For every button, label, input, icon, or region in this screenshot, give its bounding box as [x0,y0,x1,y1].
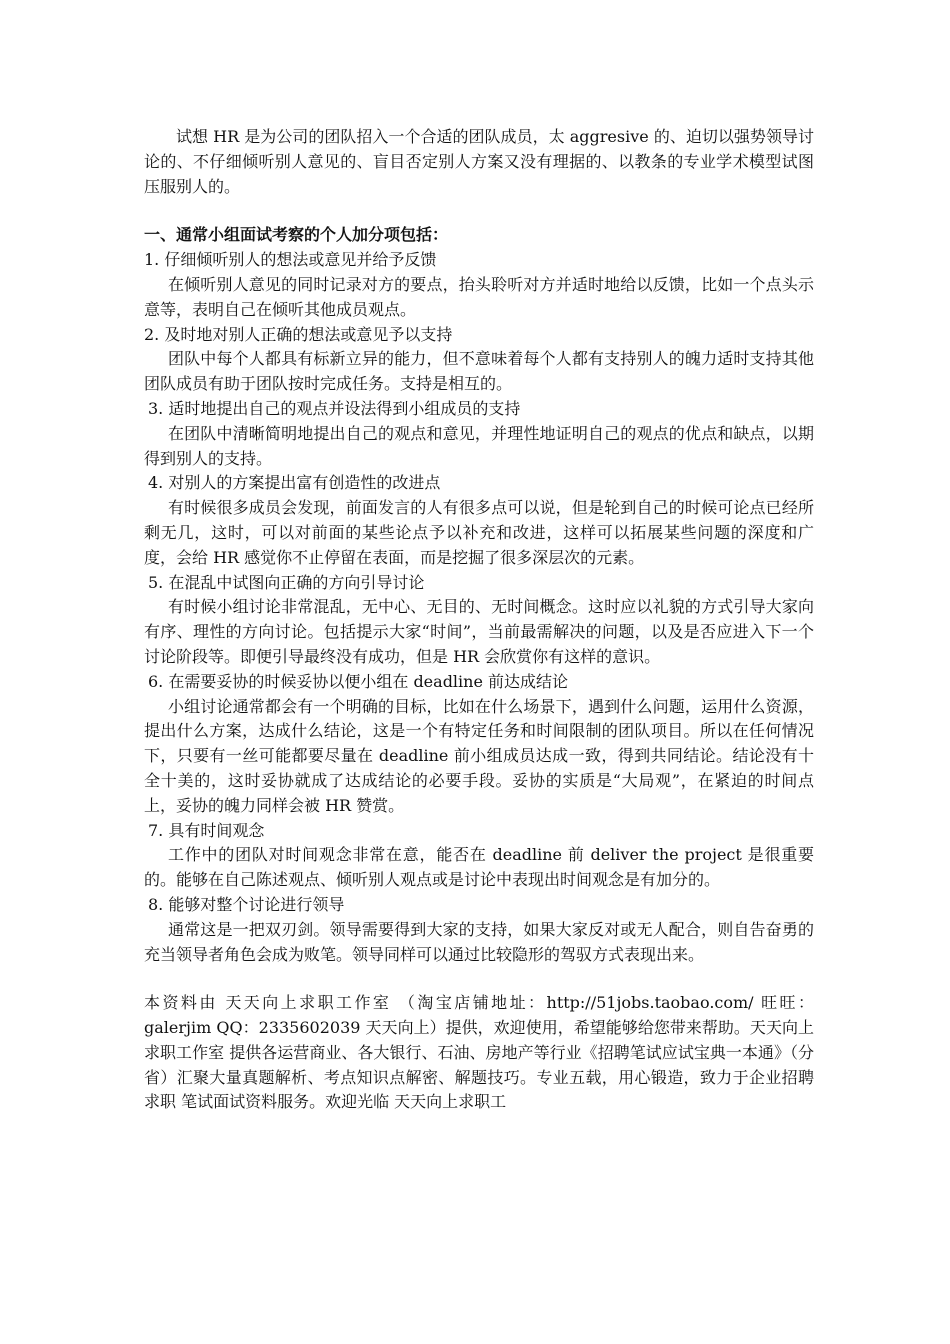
item-title-7: 7. 具有时间观念 [148,820,265,840]
section-heading: 一、通常小组面试考察的个人加分项包括： [144,225,449,245]
footer-paragraph: 本资料由 天天向上求职工作室 （淘宝店铺地址：http://51jobs.taobao.com/ 旺旺：galerjim QQ：2335602039 天天向上）提供，欢迎使用，希望能够给您带来帮助。天天向上求职工作室 提供各运营商业、各大银行、石油、房地产等行业《招聘笔试应试宝典一本通》（分省）汇聚大量真题解析、考点知识点解密、解题技巧。专业五载，用心锻造，致力于企业招聘求职 笔试面试资料服务。欢迎光临 天天向上求职工 [144,993,814,1112]
item-title-5: 5. 在混乱中试图向正确的方向引导讨论 [148,572,425,592]
item-body-1: 在倾听别人意见的同时记录对方的要点，抬头聆听对方并适时地给以反馈，比如一个点头示意等，表明自己在倾听其他成员观点。 [144,274,814,319]
item-title-8: 8. 能够对整个讨论进行领导 [148,894,345,914]
item-body-5: 有时候小组讨论非常混乱，无中心、无目的、无时间概念。这时应以礼貌的方式引导大家向有序、理性的方向讨论。包括提示大家“时间”，当前最需解决的问题，以及是否应进入下一个讨论阶段等。即便引导最终没有成功，但是 HR 会欣赏你有这样的意识。 [144,597,814,666]
item-title-1: 1. 仔细倾听别人的想法或意见并给予反馈 [144,250,437,270]
item-title-6: 6. 在需要妥协的时候妥协以便小组在 deadline 前达成结论 [148,671,569,691]
intro-paragraph: 试想 HR 是为公司的团队招入一个合适的团队成员，太 aggresive 的、迫切以强势领导讨论的、不仔细倾听别人意见的、盲目否定别人方案又没有理据的、以教条的专业学术模型试图压服别人的。 [144,127,814,196]
item-body-2: 团队中每个人都具有标新立异的能力，但不意味着每个人都有支持别人的魄力适时支持其他团队成员有助于团队按时完成任务。支持是相互的。 [144,349,814,394]
item-title-3: 3. 适时地提出自己的观点并设法得到小组成员的支持 [148,398,521,418]
item-body-7: 工作中的团队对时间观念非常在意，能否在 deadline 前 deliver the project 是很重要的。能够在自己陈述观点、倾听别人观点或是讨论中表现出时间观念是有加分的。 [144,845,814,890]
item-body-3: 在团队中清晰简明地提出自己的观点和意见，并理性地证明自己的观点的优点和缺点，以期得到别人的支持。 [144,423,814,468]
item-body-8: 通常这是一把双刃剑。领导需要得到大家的支持，如果大家反对或无人配合，则自告奋勇的充当领导者角色会成为败笔。领导同样可以通过比较隐形的驾驭方式表现出来。 [144,919,814,964]
document-page [144,125,814,1115]
item-title-2: 2. 及时地对别人正确的想法或意见予以支持 [144,324,453,344]
item-body-4: 有时候很多成员会发现，前面发言的人有很多点可以说，但是轮到自己的时候可论点已经所剩无几，这时，可以对前面的某些论点予以补充和改进，这样可以拓展某些问题的深度和广度，会给 HR 感觉你不止停留在表面，而是挖掘了很多深层次的元素。 [144,498,814,567]
item-body-6: 小组讨论通常都会有一个明确的目标，比如在什么场景下，遇到什么问题，运用什么资源，提出什么方案，达成什么结论，这是一个有特定任务和时间限制的团队项目。所以在任何情况下，只要有一丝可能都要尽量在 deadline 前小组成员达成一致，得到共同结论。结论没有十全十美的，这时妥协就成了达成结论的必要手段。妥协的实质是“大局观”，在紧迫的时间点上，妥协的魄力同样会被 HR 赞赏。 [144,696,814,815]
item-title-4: 4. 对别人的方案提出富有创造性的改进点 [148,473,441,493]
